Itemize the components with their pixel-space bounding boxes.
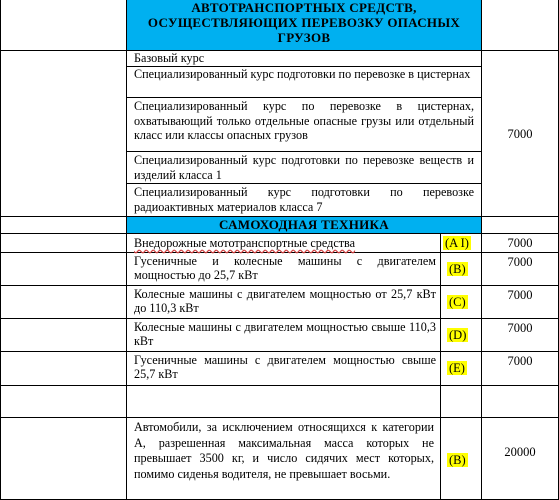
column-divider (440, 233, 441, 500)
vehicle-price: 7000 (507, 255, 533, 269)
course-class7: Специализированный курс подготовки по перевозке радиоактивных материалов класса 7 (134, 185, 474, 214)
course-class1: Специализированный курс подготовки по перевозке веществ и изделий класса 1 (134, 153, 474, 182)
row-divider (0, 417, 559, 418)
category-badge: (C) (449, 295, 466, 309)
category-badge: (E) (449, 361, 465, 375)
category-badge: (D) (449, 328, 467, 342)
table-header-title (127, 0, 481, 50)
vehicle-tracked-wheeled: Гусеничные и колесные машины с двигателем мощностью до 25,7 кВт (134, 254, 436, 282)
header-title-line2: ОСУЩЕСТВЛЯЮЩИХ ПЕРЕВОЗКУ ОПАСНЫХ (147, 15, 461, 30)
course-basic: Базовый курс (134, 51, 205, 65)
row-divider (127, 183, 481, 184)
row-divider (0, 233, 559, 234)
column-divider (481, 0, 482, 500)
vehicle-price: 7000 (507, 321, 533, 335)
column-divider (126, 0, 127, 500)
last-row-price: 20000 (504, 445, 536, 459)
vehicle-wheeled-high: Колесные машины с двигателем мощностью свыше 110,3 кВт (134, 320, 436, 348)
column-divider (0, 0, 1, 500)
course-tanks-specific: Специализированный курс по перевозке в цистернах, охватывающий только отдельные опасные грузы или отдельный класс или классы опасных грузов (134, 99, 474, 142)
vehicle-offroad: Внедорожные мототранспортные средства (134, 236, 356, 250)
vehicle-price: 7000 (507, 354, 533, 368)
vehicle-tracked-high: Гусеничные машины с двигателем мощностью свыше 25,7 кВт (134, 353, 436, 381)
row-divider (0, 351, 559, 352)
vehicle-price: 7000 (507, 288, 533, 302)
row-divider (127, 151, 481, 152)
courses-price: 7000 (507, 127, 533, 141)
vehicle-wheeled-mid: Колесные машины с двигателем мощностью от 25,7 кВт до 110,3 кВт (134, 287, 436, 315)
row-divider (0, 216, 559, 217)
header-title-line3: ГРУЗОВ (277, 30, 331, 45)
category-badge: (A I) (445, 236, 469, 250)
header-title-line1: АВТОТРАНСПОРТНЫХ СРЕДСТВ, (191, 0, 417, 15)
row-divider (0, 50, 559, 51)
vehicle-car-category-b: Автомобили, за исключением относящихся к категории А, разрешенная максимальная масса которых не превышает 3500 кг, и число сидячих мест которых, помимо сиденья водителя, не превышает восьми. (134, 420, 434, 481)
category-badge: (B) (449, 262, 466, 276)
section-title: САМОХОДНАЯ ТЕХНИКА (219, 217, 389, 232)
course-tanks: Специализированный курс подготовки по перевозке в цистернах (134, 67, 471, 81)
row-divider (0, 385, 559, 386)
row-divider (0, 318, 559, 319)
category-badge: (B) (449, 453, 466, 467)
row-divider (127, 97, 481, 98)
row-divider (0, 285, 559, 286)
vehicle-price: 7000 (507, 236, 533, 250)
row-divider (0, 252, 559, 253)
